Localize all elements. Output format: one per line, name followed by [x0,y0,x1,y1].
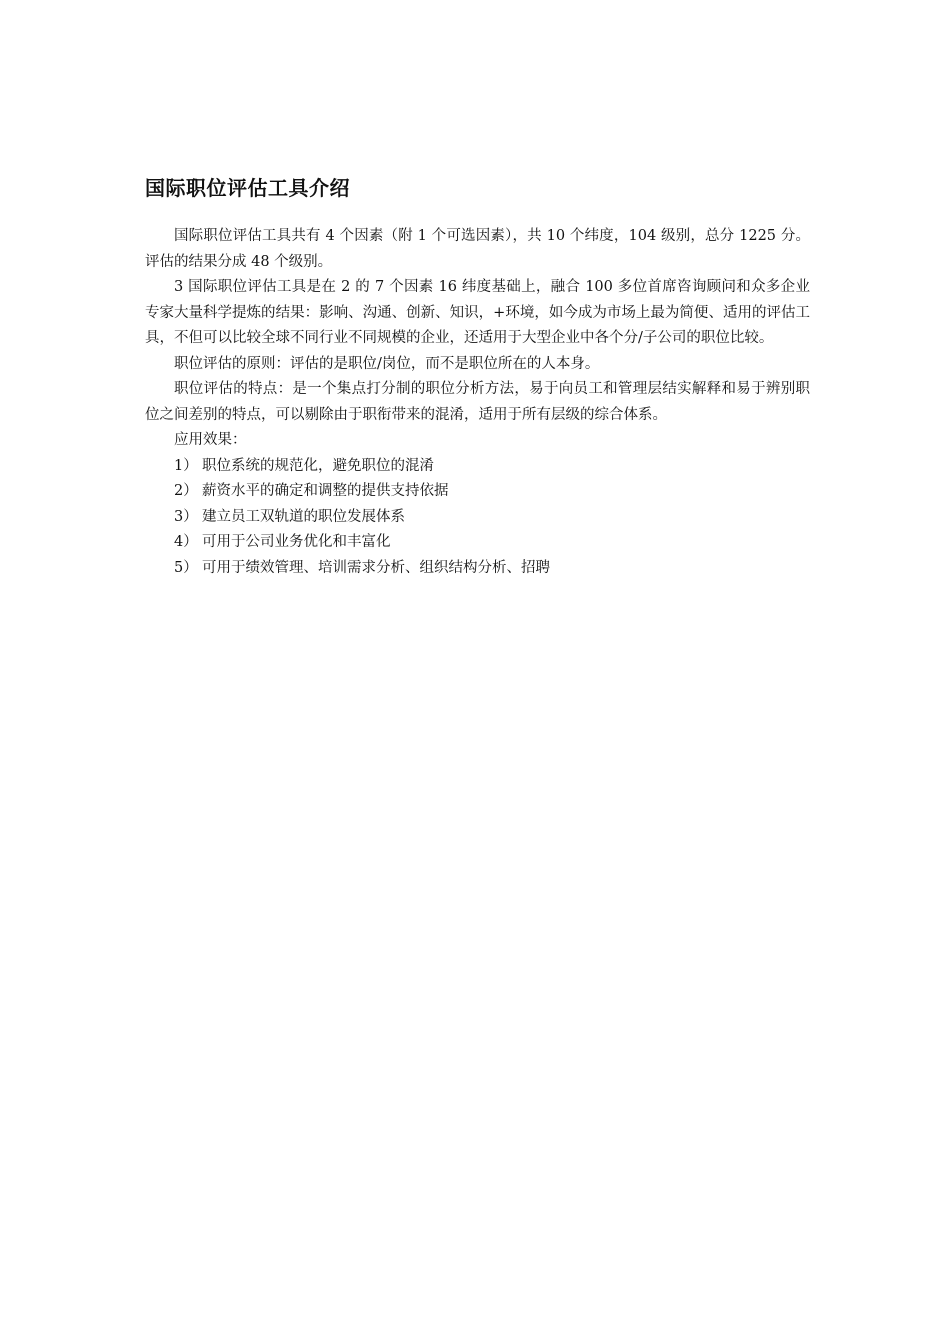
effects-list [145,454,810,582]
paragraph-effects-heading: 应用效果： [174,432,247,448]
list-item-number: 2） [174,483,198,499]
paragraph-principle: 职位评估的原则：评估的是职位/岗位，而不是职位所在的人本身。 [174,355,600,372]
list-item [145,530,810,556]
list-item-text: 薪资水平的确定和调整的提供支持依据 [202,483,449,499]
list-item-text: 可用于公司业务优化和丰富化 [202,534,391,550]
list-item-number: 4） [174,534,198,550]
list-item [145,479,810,505]
list-item-number: 5） [174,559,198,576]
paragraph-development: 3 国际职位评估工具是在 2 的 7 个因素 16 纬度基础上，融合 100 多位首席咨询顾问和众多企业专家大量科学提炼的结果：影响、沟通、创新、知识，+环境，如今成为市场上最为简便、适用的评估工具，不但可以比较全球不同行业不同规模的企业，还适用于大型企业中各个分/子公司的职位比较。 [145,279,810,346]
list-item [145,505,810,531]
list-item-number: 3） [174,508,198,525]
paragraph-features: 职位评估的特点：是一个集点打分制的职位分析方法，易于向员工和管理层结实解释和易于辨别职位之间差别的特点，可以剔除由于职衔带来的混淆，适用于所有层级的综合体系。 [145,381,810,423]
list-item-text: 建立员工双轨道的职位发展体系 [202,508,405,525]
list-item [145,556,810,582]
document-body [145,172,810,581]
list-item-text: 职位系统的规范化，避免职位的混淆 [202,457,434,474]
list-item-text: 可用于绩效管理、培训需求分析、组织结构分析、招聘 [202,559,550,576]
list-item [145,454,810,480]
paragraph-overview: 国际职位评估工具共有 4 个因素（附 1 个可选因素），共 10 个纬度，104 级别，总分 1225 分。评估的结果分成 48 个级别。 [145,228,810,270]
document-title: 国际职位评估工具介绍 [145,176,350,200]
list-item-number: 1） [174,457,198,474]
